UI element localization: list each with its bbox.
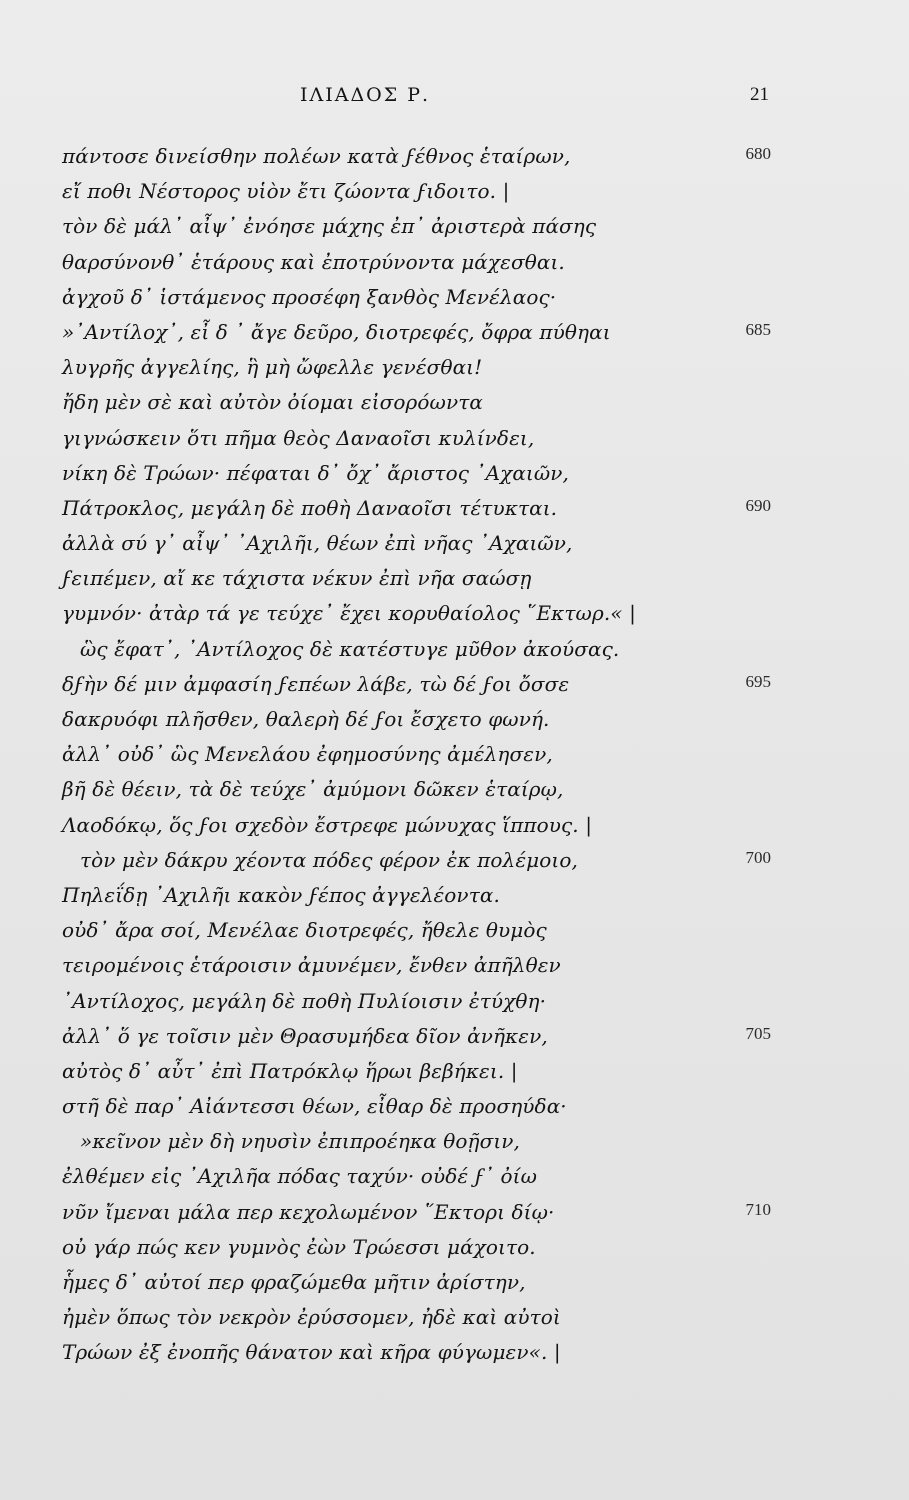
verse-text: εἴ ποθι Νέστορος υἱὸν ἔτι ζώοντα ϝιδοιτο. | [62,179,510,204]
verse-text: ἀγχοῦ δ᾽ ἱστάμενος προσέφη ξανθὸς Μενέλαος· [62,284,557,309]
line-number: 690 [745,495,771,515]
verse-text: πάντοσε δινείσθην πολέων κατὰ ϝέθνος ἑταίρων, [62,144,571,168]
verse-line [0,458,909,493]
line-number: 695 [745,671,771,691]
verse-line [0,598,909,633]
verse-text: γυμνόν· ἀτὰρ τά γε τεύχε᾽ ἔχει κορυθαίολος ῞Εκτωρ.« | [62,601,636,626]
verse-line [0,528,909,563]
verse-line [0,704,909,739]
line-number: 685 [745,319,771,339]
line-number: 700 [745,847,771,867]
verse-line [0,211,909,246]
verse-line [0,1091,909,1126]
verse-text: »᾽Αντίλοχ᾽, εἶ δ ᾽ ἄγε δεῦρο, διοτρεφές, ὄφρα πύθηαι [62,319,611,344]
verse-text: γιγνώσκειν ὅτι πῆμα θεὸς Δαναοῖσι κυλίνδει, [62,425,535,450]
verse-text: ἀλλ᾽ ὅ γε τοῖσιν μὲν Θρασυμήδεα δῖον ἀνῆκεν, [62,1023,548,1048]
verse-text: ϝειπέμεν, αἴ κε τάχιστα νέκυν ἐπὶ νῆα σαώσῃ [62,566,532,591]
verse-text: νῦν ἴμεναι μάλα περ κεχολωμένον ῞Εκτορι δίῳ· [62,1199,555,1224]
verse-text: τὸν μὲν δάκρυ χέοντα πόδες φέρον ἐκ πολέμοιο, [80,847,578,872]
verse-text: ἤδη μὲν σὲ καὶ αὐτὸν ὀίομαι εἰσορόωντα [62,390,483,415]
line-number: 680 [745,144,771,163]
verse-line [0,352,909,387]
verse-text: δϝὴν δέ μιν ἀμφασίη ϝεπέων λάβε, τὼ δέ ϝοι ὄσσε [62,671,570,696]
verse-line [0,1056,909,1091]
verse-line [0,634,909,669]
verse-line [0,282,909,317]
running-head [0,84,909,114]
verse-line [0,810,909,845]
verse-line [0,563,909,598]
verse-text: ᾽Αντίλοχος, μεγάλη δὲ ποθὴ Πυλίοισιν ἐτύχθη· [62,988,547,1013]
verse-text: νίκη δὲ Τρώων· πέφαται δ᾽ ὄχ᾽ ἄριστος ᾽Αχαιῶν, [62,460,570,485]
verse-line [0,774,909,809]
verse-text: ἀλλὰ σύ γ᾽ αἶψ᾽ ᾽Αχιλῆι, θέων ἐπὶ νῆας ᾽Αχαιῶν, [62,531,573,556]
verse-line [0,1021,909,1056]
verse-text: τειρομένοις ἑτάροισιν ἀμυνέμεν, ἔνθεν ἀπῆλθεν [62,953,561,978]
verse-line [0,915,909,950]
verse-line [0,1126,909,1161]
verse-text: ἠμὲν ὅπως τὸν νεκρὸν ἐρύσσομεν, ἠδὲ καὶ αὐτοὶ [62,1305,561,1330]
line-number: 705 [745,1023,771,1043]
verse-text: Πηλεΐδῃ ᾽Αχιλῆι κακὸν ϝέπος ἀγγελέοντα. [62,882,500,907]
verse-text: οὐ γάρ πώς κεν γυμνὸς ἐὼν Τρώεσσι μάχοιτο. [62,1234,536,1259]
verse-text: Πάτροκλος, μεγάλη δὲ ποθὴ Δαναοῖσι τέτυκται. [62,495,558,520]
verse-text: ἧμες δ᾽ αὐτοί περ φραζώμεθα μῆτιν ἀρίστην, [62,1270,526,1294]
verse-line [0,986,909,1021]
verse-text: ἐλθέμεν εἰς ᾽Αχιλῆα πόδας ταχύν· οὐδέ ϝ᾽ ὀίω [62,1164,538,1189]
verse-line [0,845,909,880]
line-number: 710 [745,1199,771,1219]
verse-text: Λαοδόκῳ, ὅς ϝοι σχεδὸν ἔστρεφε μώνυχας ἵππους. | [62,812,593,837]
verse-text: λυγρῆς ἀγγελίης, ἣ μὴ ὤφελλε γενέσθαι! [62,355,483,380]
verse-text: στῆ δὲ παρ᾽ Αἰάντεσσι θέων, εἶθαρ δὲ προσηύδα· [62,1094,567,1119]
verse-line [0,1302,909,1337]
running-title: ΙΛΙΑΔΟΣ Ρ. [300,84,431,106]
verse-line [0,247,909,282]
verse-line [0,950,909,985]
verse-line [0,1267,909,1302]
verse-text: αὐτὸς δ᾽ αὖτ᾽ ἐπὶ Πατρόκλῳ ἥρωι βεβήκει. | [62,1058,518,1083]
verse-text: Τρώων ἐξ ἐνοπῆς θάνατον καὶ κῆρα φύγωμεν«. | [62,1340,561,1365]
verse-line [0,176,909,211]
verse-text: δακρυόφι πλῆσθεν, θαλερὴ δέ ϝοι ἔσχετο φωνή. [62,707,550,731]
verse-text: »κεῖνον μὲν δὴ νηυσὶν ἐπιπροέηκα θοῇσιν, [80,1129,521,1154]
verse-text: ἀλλ᾽ οὐδ᾽ ὣς Μενελάου ἐφημοσύνης ἀμέλησεν, [62,742,553,767]
verse-line [0,1197,909,1232]
verse-text: ὣς ἔφατ᾽, ᾽Αντίλοχος δὲ κατέστυγε μῦθον ἀκούσας. [80,636,620,661]
page-number: 21 [750,84,769,105]
verse-line [0,1337,909,1372]
verse-line [0,493,909,528]
verse-line [0,141,909,176]
verse-line [0,423,909,458]
verse-line [0,880,909,915]
verse-line [0,1161,909,1196]
verse-line [0,669,909,704]
verse-text: θαρσύνονθ᾽ ἑτάρους καὶ ἐποτρύνοντα μάχεσθαι. [62,249,565,274]
verse-line [0,317,909,352]
verse-text: τὸν δὲ μάλ᾽ αἶψ᾽ ἐνόησε μάχης ἐπ᾽ ἀριστερὰ πάσης [62,214,597,239]
verse-line [0,1232,909,1267]
verse-line [0,387,909,422]
verse-text: βῆ δὲ θέειν, τὰ δὲ τεύχε᾽ ἀμύμονι δῶκεν ἑταίρῳ, [62,777,564,802]
verse-text: οὐδ᾽ ἄρα σοί, Μενέλαε διοτρεφές, ἤθελε θυμὸς [62,918,547,943]
verse-line [0,739,909,774]
verse-block [0,141,909,1373]
